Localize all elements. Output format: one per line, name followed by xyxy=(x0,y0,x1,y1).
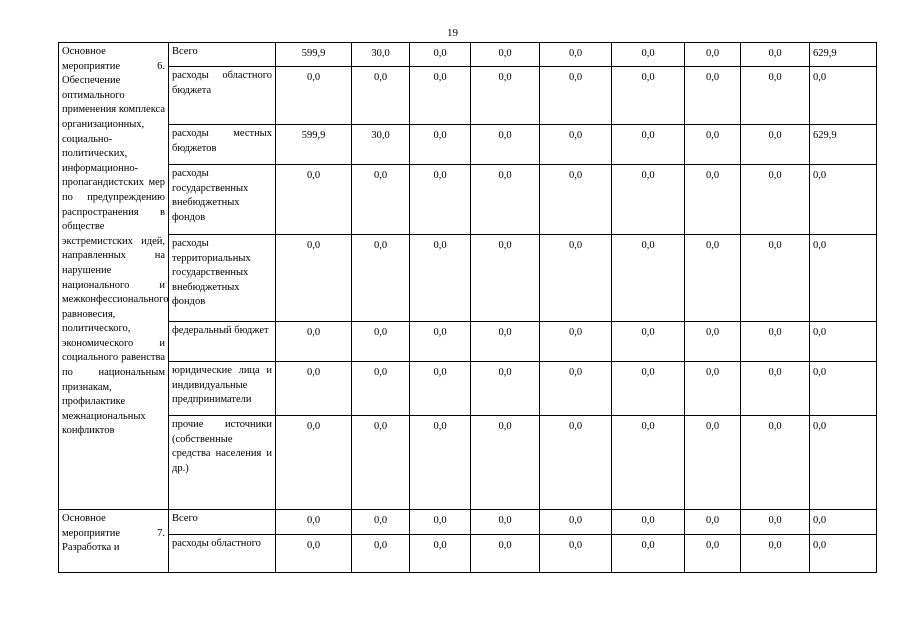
value-cell: 0,0 xyxy=(685,235,741,322)
value-cell: 0,0 xyxy=(741,235,810,322)
funding-source-cell: прочие источники (собственные средства населения и др.) xyxy=(169,416,276,510)
value-cell: 599,9 xyxy=(276,43,352,67)
value-cell: 0,0 xyxy=(471,125,540,165)
funding-source-cell: Всего xyxy=(169,510,276,535)
value-cell: 0,0 xyxy=(685,165,741,235)
value-cell: 0,0 xyxy=(540,362,612,416)
value-cell: 0,0 xyxy=(471,510,540,535)
table-row xyxy=(59,43,877,67)
table-body xyxy=(59,43,877,573)
value-cell: 0,0 xyxy=(471,165,540,235)
value-cell: 0,0 xyxy=(612,322,685,362)
value-cell: 0,0 xyxy=(471,362,540,416)
value-cell: 0,0 xyxy=(685,67,741,125)
value-cell: 0,0 xyxy=(612,510,685,535)
table-row xyxy=(59,165,877,235)
funding-source-cell: расходы государственных внебюджетных фондов xyxy=(169,165,276,235)
table-row xyxy=(59,416,877,510)
value-cell: 0,0 xyxy=(410,362,471,416)
funding-source-cell: федеральный бюджет xyxy=(169,322,276,362)
table-row xyxy=(59,235,877,322)
value-cell: 0,0 xyxy=(685,535,741,573)
value-cell: 0,0 xyxy=(410,322,471,362)
value-cell: 0,0 xyxy=(685,43,741,67)
value-cell: 0,0 xyxy=(612,165,685,235)
total-value-cell: 629,9 xyxy=(810,43,877,67)
value-cell: 0,0 xyxy=(741,165,810,235)
value-cell: 0,0 xyxy=(741,510,810,535)
funding-source-cell: расходы территориальных государственных внебюджетных фондов xyxy=(169,235,276,322)
value-cell: 0,0 xyxy=(685,362,741,416)
value-cell: 0,0 xyxy=(540,535,612,573)
value-cell: 0,0 xyxy=(741,67,810,125)
funding-table xyxy=(58,42,877,573)
table-row xyxy=(59,362,877,416)
value-cell: 0,0 xyxy=(352,322,410,362)
value-cell: 0,0 xyxy=(540,165,612,235)
value-cell: 0,0 xyxy=(471,322,540,362)
value-cell: 0,0 xyxy=(410,125,471,165)
value-cell: 0,0 xyxy=(410,67,471,125)
value-cell: 0,0 xyxy=(410,510,471,535)
value-cell: 0,0 xyxy=(685,416,741,510)
value-cell: 0,0 xyxy=(352,67,410,125)
table-row xyxy=(59,535,877,573)
value-cell: 0,0 xyxy=(612,235,685,322)
value-cell: 0,0 xyxy=(471,43,540,67)
value-cell: 0,0 xyxy=(276,235,352,322)
value-cell: 0,0 xyxy=(540,322,612,362)
total-value-cell: 0,0 xyxy=(810,510,877,535)
value-cell: 0,0 xyxy=(276,322,352,362)
value-cell: 0,0 xyxy=(471,535,540,573)
value-cell: 0,0 xyxy=(352,510,410,535)
value-cell: 0,0 xyxy=(352,535,410,573)
total-value-cell: 0,0 xyxy=(810,322,877,362)
total-value-cell: 0,0 xyxy=(810,535,877,573)
value-cell: 0,0 xyxy=(685,322,741,362)
value-cell: 0,0 xyxy=(276,510,352,535)
value-cell: 0,0 xyxy=(471,416,540,510)
total-value-cell: 0,0 xyxy=(810,67,877,125)
value-cell: 30,0 xyxy=(352,125,410,165)
value-cell: 0,0 xyxy=(685,125,741,165)
value-cell: 0,0 xyxy=(540,67,612,125)
funding-source-cell: Всего xyxy=(169,43,276,67)
value-cell: 0,0 xyxy=(276,535,352,573)
value-cell: 599,9 xyxy=(276,125,352,165)
value-cell: 0,0 xyxy=(685,510,741,535)
total-value-cell: 0,0 xyxy=(810,235,877,322)
funding-source-cell: расходы местных бюджетов xyxy=(169,125,276,165)
value-cell: 0,0 xyxy=(276,416,352,510)
table-row xyxy=(59,322,877,362)
funding-source-cell: юридические лица и индивидуальные предприниматели xyxy=(169,362,276,416)
value-cell: 0,0 xyxy=(540,43,612,67)
value-cell: 0,0 xyxy=(612,43,685,67)
value-cell: 0,0 xyxy=(540,510,612,535)
total-value-cell: 0,0 xyxy=(810,362,877,416)
value-cell: 0,0 xyxy=(471,67,540,125)
table-row xyxy=(59,125,877,165)
value-cell: 30,0 xyxy=(352,43,410,67)
value-cell: 0,0 xyxy=(612,362,685,416)
value-cell: 0,0 xyxy=(741,535,810,573)
value-cell: 0,0 xyxy=(352,362,410,416)
value-cell: 0,0 xyxy=(741,322,810,362)
total-value-cell: 629,9 xyxy=(810,125,877,165)
funding-source-cell: расходы областного xyxy=(169,535,276,573)
value-cell: 0,0 xyxy=(540,235,612,322)
table-row xyxy=(59,67,877,125)
value-cell: 0,0 xyxy=(471,235,540,322)
value-cell: 0,0 xyxy=(540,416,612,510)
value-cell: 0,0 xyxy=(612,67,685,125)
value-cell: 0,0 xyxy=(741,125,810,165)
value-cell: 0,0 xyxy=(276,362,352,416)
value-cell: 0,0 xyxy=(276,67,352,125)
measure-name-cell: Основное мероприятие 6. Обеспечение оптимального применения комплекса организационных, социально-политических, информационно-пропагандистских мер по предупреждению распространения в обществе экстремистских идей, направленных на нарушение национального и межконфессионального равновесия, политического, экономического и социального равенства по национальным признакам, профилактике межнациональных конфликтов xyxy=(59,43,169,510)
value-cell: 0,0 xyxy=(352,416,410,510)
value-cell: 0,0 xyxy=(741,362,810,416)
value-cell: 0,0 xyxy=(741,416,810,510)
table-row xyxy=(59,510,877,535)
page-number: 19 xyxy=(447,27,458,39)
value-cell: 0,0 xyxy=(410,416,471,510)
value-cell: 0,0 xyxy=(410,535,471,573)
total-value-cell: 0,0 xyxy=(810,416,877,510)
value-cell: 0,0 xyxy=(410,43,471,67)
value-cell: 0,0 xyxy=(352,235,410,322)
value-cell: 0,0 xyxy=(410,235,471,322)
measure-name-cell: Основное мероприятие 7. Разработка и xyxy=(59,510,169,573)
funding-source-cell: расходы областного бюджета xyxy=(169,67,276,125)
value-cell: 0,0 xyxy=(612,535,685,573)
total-value-cell: 0,0 xyxy=(810,165,877,235)
value-cell: 0,0 xyxy=(410,165,471,235)
value-cell: 0,0 xyxy=(540,125,612,165)
value-cell: 0,0 xyxy=(612,125,685,165)
value-cell: 0,0 xyxy=(352,165,410,235)
value-cell: 0,0 xyxy=(612,416,685,510)
value-cell: 0,0 xyxy=(276,165,352,235)
value-cell: 0,0 xyxy=(741,43,810,67)
